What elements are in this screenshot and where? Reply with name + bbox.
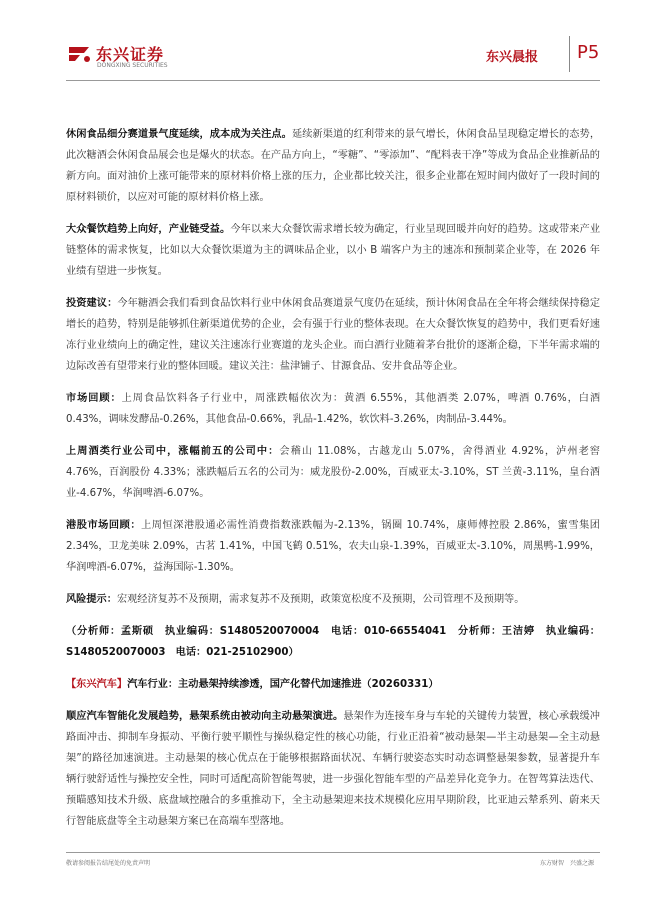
- paragraph-body: 上周食品饮料各子行业中，周涨跌幅依次为：黄酒 6.55%，其他酒类 2.07%，啤酒 0.76%，白酒 0.43%，调味发酵品-0.26%，其他食品-0.66%，乳品-1.42%，软饮料-3.26%，肉制品-3.44%。: [66, 393, 601, 425]
- header-divider: [569, 36, 570, 72]
- report-name: 东兴晨报: [486, 50, 539, 65]
- footer-slogan: 东方财智 兴盛之源: [540, 860, 595, 867]
- paragraph-body: 今年以来大众餐饮需求增长较为确定，行业呈现回暖并向好的趋势。这或带来产业链整体的需求恢复，比如以大众餐饮渠道为主的调味品企业，以小 B 端客户为主的速冻和预制菜企业等，在 2026 年业绩有望进一步恢复。: [66, 224, 601, 277]
- paragraph-lead: 大众餐饮趋势上向好，产业链受益。: [66, 224, 231, 235]
- page-header: [0, 0, 662, 80]
- paragraph-lead: 休闲食品细分赛道景气度延续，成本成为关注点。: [66, 129, 292, 140]
- paragraph: [66, 589, 600, 610]
- section-heading: [66, 674, 600, 695]
- paragraph-lead: 上周酒类行业公司中，涨幅前五的公司中：: [66, 446, 280, 457]
- report-body: [66, 124, 600, 843]
- paragraph-lead: 投资建议：: [66, 298, 118, 309]
- page-number: P5: [577, 42, 600, 63]
- paragraph: [66, 293, 600, 377]
- paragraph-lead: 顺应汽车智能化发展趋势，悬架系统由被动向主动悬架演进。: [66, 711, 344, 722]
- footer-disclaimer: 敬请参阅报告结尾处的免责声明: [66, 860, 151, 867]
- paragraph: [66, 706, 600, 832]
- paragraph-body: 延续新渠道的红利带来的景气增长，休闲食品呈现稳定增长的态势，此次糖酒会休闲食品展会也是爆火的状态。在产品方向上，“零糖”、“零添加”、“配料表干净”等成为食品企业推新品的新方向。面对油价上涨可能带来的原材料价格上涨的压力，企业都比较关注，很多企业都在短时间内做好了一段时间的原材料锁价，以应对可能的原材料价格上涨。: [66, 129, 601, 203]
- paragraph: [66, 219, 600, 282]
- paragraph: [66, 124, 600, 208]
- logo-mark-icon: [66, 40, 92, 66]
- paragraph-lead: 市场回顾：: [66, 393, 122, 404]
- company-logo: [66, 40, 176, 72]
- paragraph: [66, 515, 600, 578]
- header-rule: [66, 80, 600, 81]
- paragraph-body: 今年糖酒会我们看到食品饮料行业中休闲食品赛道景气度仍在延续，预计休闲食品在全年将会继续保持稳定增长的趋势，特别是能够抓住新渠道优势的企业，会有强于行业的整体表现。在大众餐饮恢复的趋势中，我们更看好速冻行业业绩向上的确定性，建议关注速冻行业赛道的龙头企业。而白酒行业随着茅台批价的逐渐企稳，下半年需求端的边际改善有望带来行业的整体回暖。建议关注：盐津铺子、甘源食品、安井食品等企业。: [66, 298, 601, 372]
- paragraph-body: 上周恒深港股通必需性消费指数涨跌幅为-2.13%，锅圈 10.74%，康师傅控股 2.86%，蜜雪集团 2.34%，卫龙美味 2.09%，古茗 1.41%，中国飞鹤 0.51%，农夫山泉-1.39%，百威亚太-3.10%，周黑鸭-1.99%，华润啤酒-6.07%，益海国际-1.30%。: [66, 520, 600, 573]
- paragraph: [66, 388, 600, 430]
- paragraph: [66, 441, 600, 504]
- logo-text-en: DONGXING SECURITIES: [97, 62, 168, 69]
- paragraph-lead: 港股市场回顾：: [66, 520, 142, 531]
- section-title: 汽车行业：主动悬架持续渗透，国产化替代加速推进（20260331）: [127, 679, 439, 690]
- section-tag: 【东兴汽车】: [66, 679, 128, 690]
- paragraph-body: 悬架作为连接车身与车轮的关键传力装置，核心承载缓冲路面冲击、抑制车身振动、平衡行驶平顺性与操纵稳定性的核心功能，行业正沿着“被动悬架—半主动悬架—全主动悬架”的路径加速演进。主动悬架的核心优点在于能够根据路面状况、车辆行驶姿态实时动态调整悬架参数，显著提升车辆行驶舒适性与操控安全性，同时可适配高阶智能驾驶，进一步强化智能车型的产品差异化竞争力。在智驾算法迭代、预瞄感知技术升级、底盘域控融合的多重推动下，全主动悬架迎来技术规模化应用早期阶段，比亚迪云辇系列、蔚来天行智能底盘等全主动悬架方案已在高端车型落地。: [66, 711, 600, 827]
- paragraph-lead: 风险提示：: [66, 594, 117, 605]
- logo-text-cn: 东兴证券: [96, 45, 165, 64]
- analyst-text: （分析师：孟斯硕 执业编码：S1480520070004 电话：010-66554041 分析师：王洁婷 执业编码：S1480520070003 电话：021-25102900）: [66, 626, 600, 658]
- paragraph-body: 会稽山 11.08%，古越龙山 5.07%，舍得酒业 4.92%，泸州老窖 4.76%，百润股份 4.33%；涨跌幅后五名的公司为：威龙股份-2.00%，百威亚太-3.10%，ST 兰黄-3.11%，皇台酒业-4.67%，华润啤酒-6.07%。: [66, 446, 600, 499]
- paragraph-body: 宏观经济复苏不及预期，需求复苏不及预期，政策宽松度不及预期，公司管理不及预期等。: [116, 594, 525, 605]
- analyst-info: [66, 621, 600, 663]
- footer-rule: [66, 852, 600, 853]
